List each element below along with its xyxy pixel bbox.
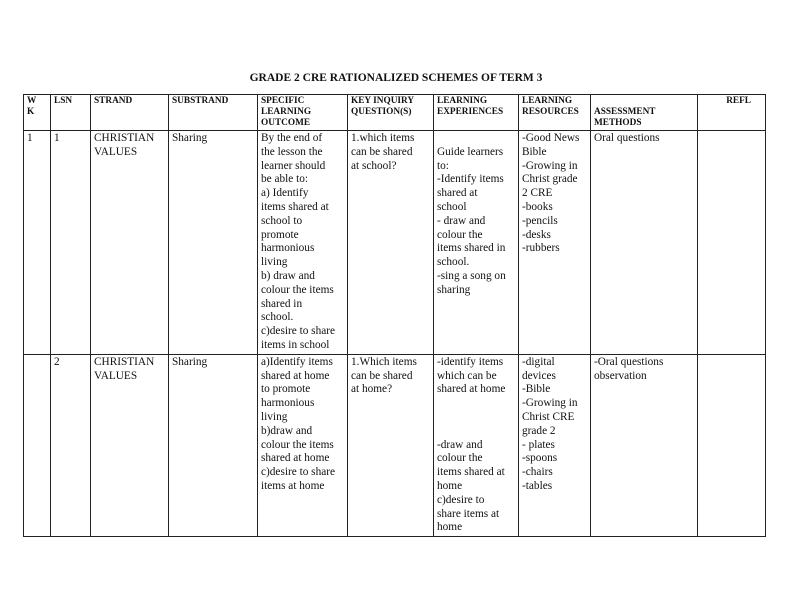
document-title: GRADE 2 CRE RATIONALIZED SCHEMES OF TERM 3 <box>249 72 543 84</box>
cell-question: 1.Which items can be shared at home? <box>348 354 434 536</box>
cell-wk: 1 <box>24 131 51 355</box>
cell-strand: CHRISTIAN VALUES <box>91 131 169 355</box>
cell-outcome: a)Identify items shared at home to promote harmonious living b)draw and colour the items shared at home c)desire to share items at home <box>258 354 348 536</box>
cell-refl <box>698 131 766 355</box>
cell-assessment: -Oral questions observation <box>591 354 698 536</box>
table-row <box>24 354 766 536</box>
header-outcome: SPECIFIC LEARNING OUTCOME <box>258 95 348 131</box>
cell-lsn: 2 <box>51 354 91 536</box>
header-substrand: SUBSTRAND <box>169 95 258 131</box>
cell-experiences: -identify items which can be shared at home -draw and colour the items shared at home c)desire to share items at home <box>434 354 519 536</box>
header-refl: REFL <box>698 95 766 131</box>
header-resources: LEARNING RESOURCES <box>519 95 591 131</box>
table-row <box>24 131 766 355</box>
schemes-table <box>23 94 766 537</box>
header-experiences: LEARNING EXPERIENCES <box>434 95 519 131</box>
header-assessment: ASSESSMENT METHODS <box>591 95 698 131</box>
header-strand: STRAND <box>91 95 169 131</box>
cell-substrand: Sharing <box>169 131 258 355</box>
header-lsn: LSN <box>51 95 91 131</box>
cell-resources: -digital devices -Bible -Growing in Christ CRE grade 2 - plates -spoons -chairs -tables <box>519 354 591 536</box>
cell-assessment: Oral questions <box>591 131 698 355</box>
header-question: KEY INQUIRY QUESTION(S) <box>348 95 434 131</box>
cell-substrand: Sharing <box>169 354 258 536</box>
cell-lsn: 1 <box>51 131 91 355</box>
header-row <box>24 95 766 131</box>
header-wk: W K <box>24 95 51 131</box>
cell-refl <box>698 354 766 536</box>
cell-outcome: By the end of the lesson the learner should be able to: a) Identify items shared at school to promote harmonious living b) draw and colour the items shared in school. c)desire to share items in school <box>258 131 348 355</box>
cell-experiences: Guide learners to: -Identify items shared at school - draw and colour the items shared in school. -sing a song on sharing <box>434 131 519 355</box>
cell-resources: -Good News Bible -Growing in Christ grade 2 CRE -books -pencils -desks -rubbers <box>519 131 591 355</box>
cell-question: 1.which items can be shared at school? <box>348 131 434 355</box>
cell-wk <box>24 354 51 536</box>
cell-strand: CHRISTIAN VALUES <box>91 354 169 536</box>
